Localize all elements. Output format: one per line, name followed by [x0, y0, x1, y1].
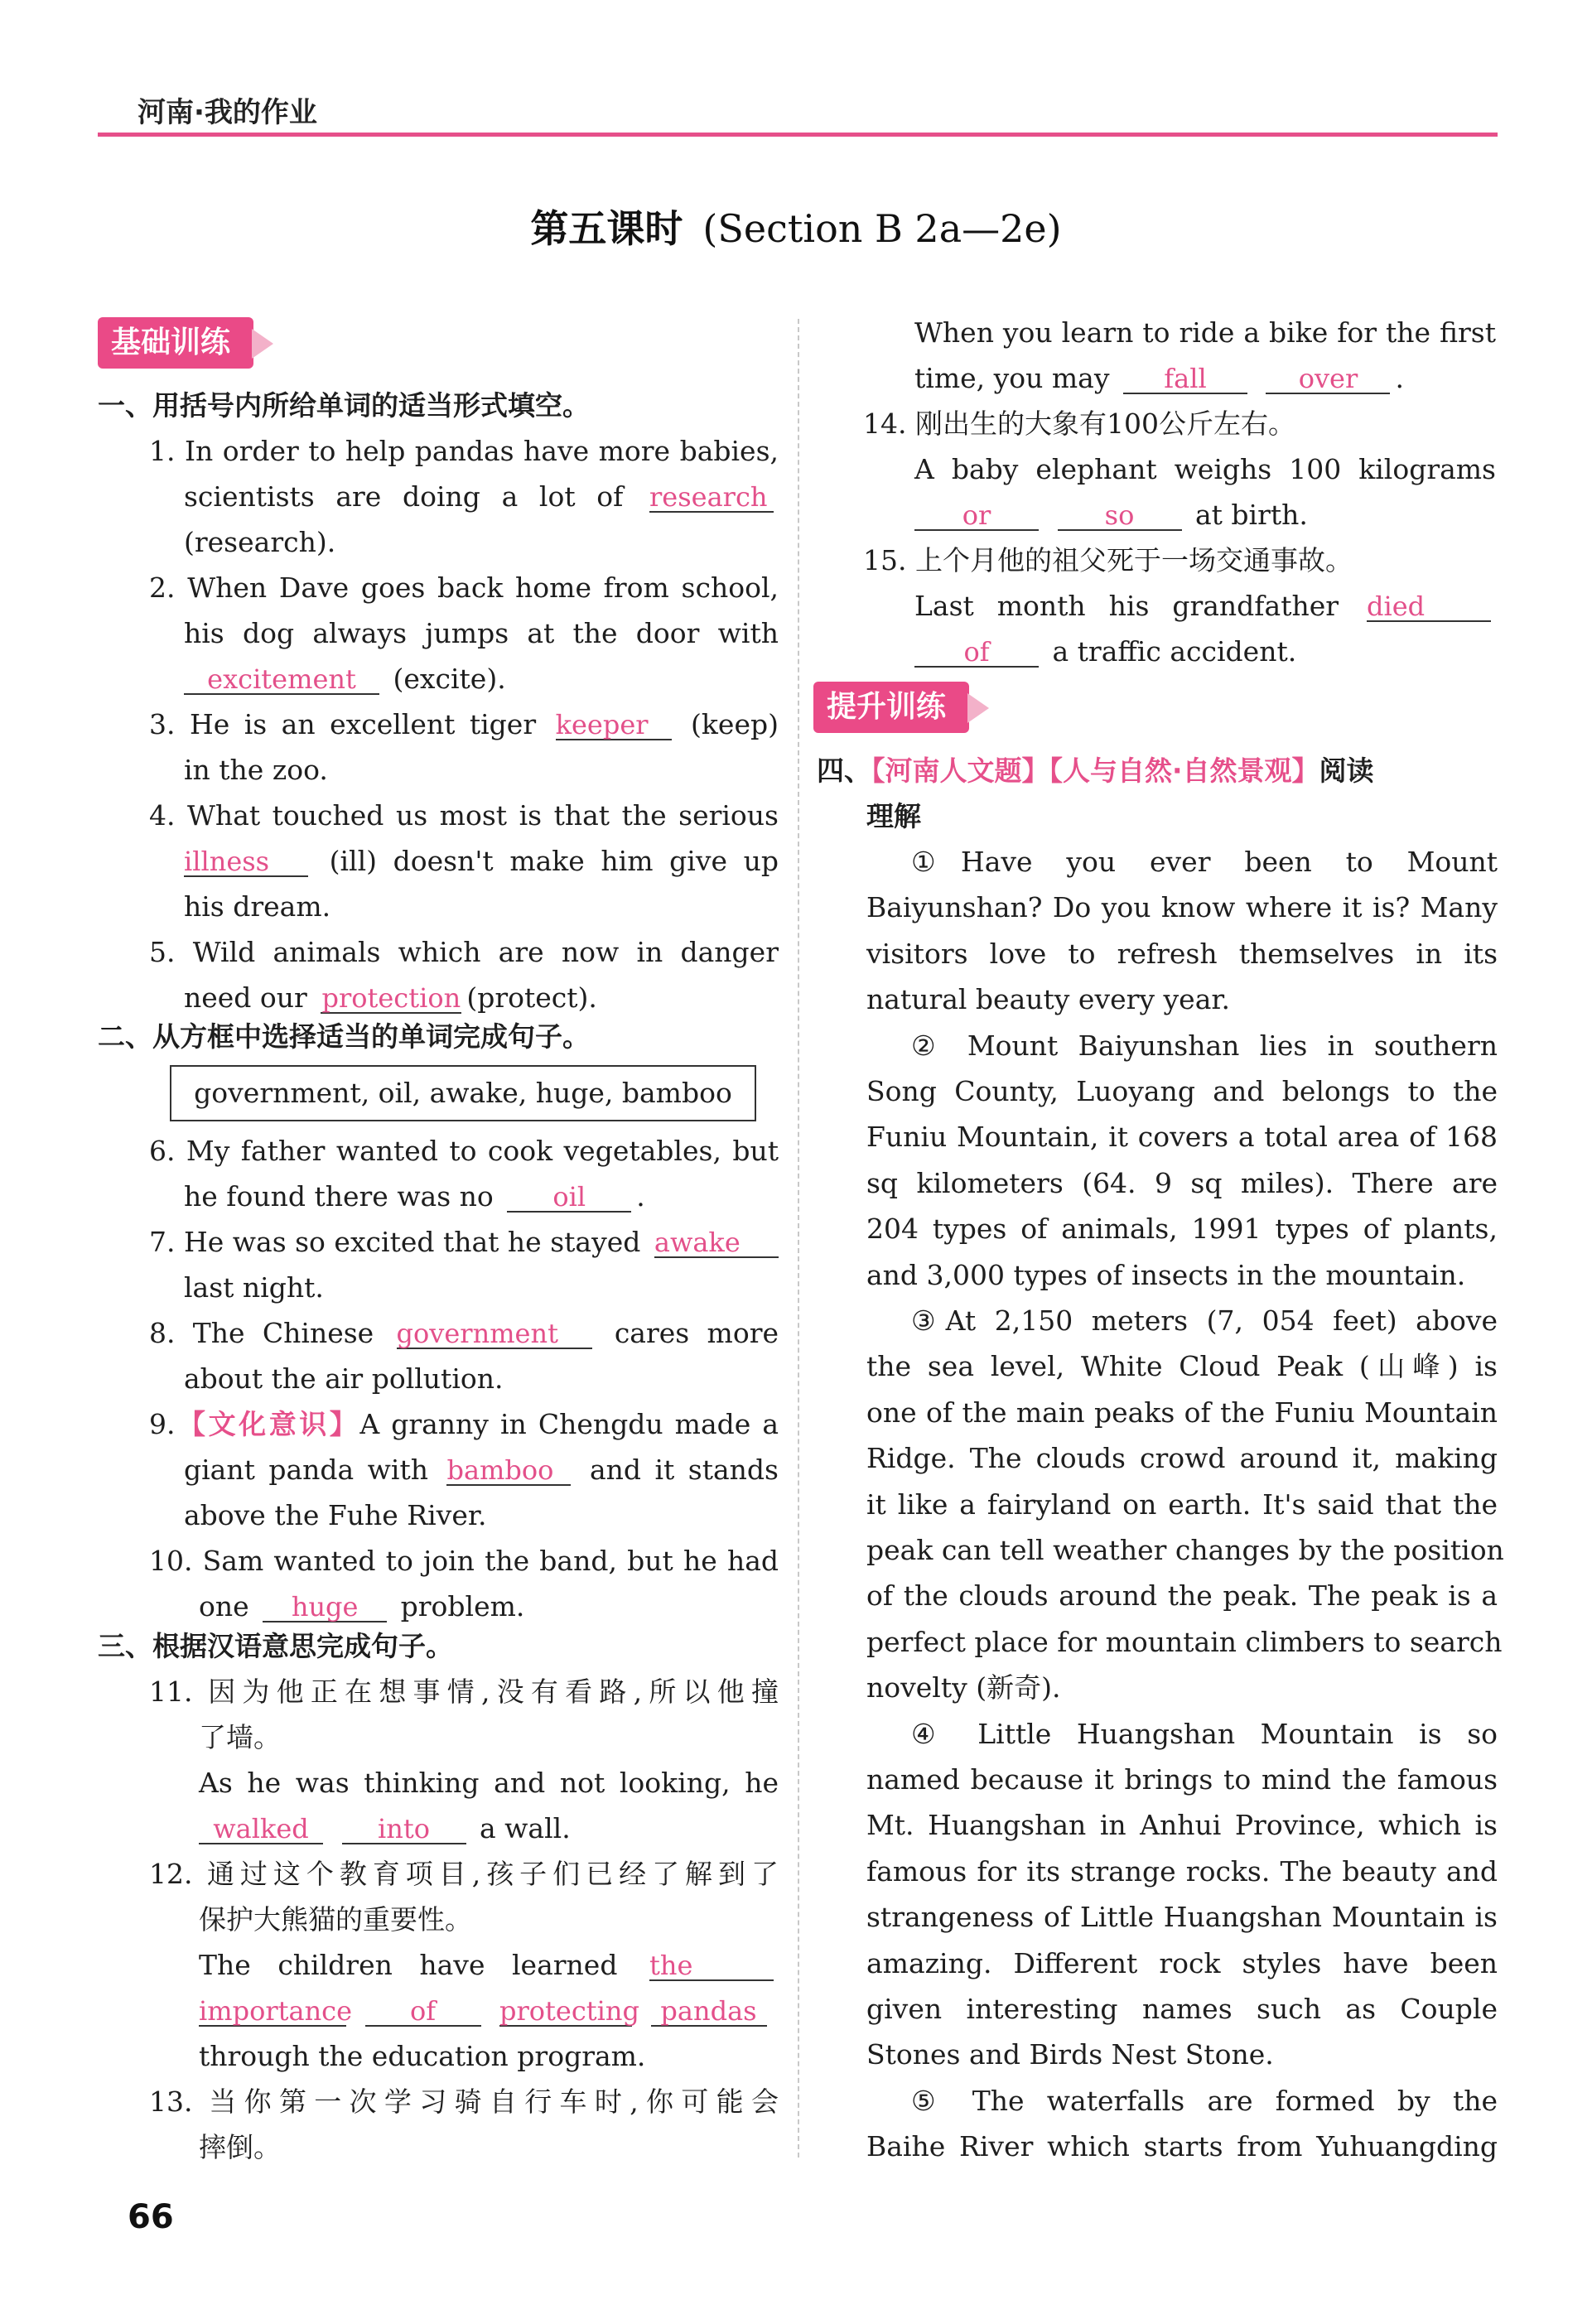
q5-answer: protection	[321, 982, 461, 1014]
q6-end: .	[636, 1180, 645, 1213]
q9-text-c: and it stands	[589, 1454, 779, 1486]
section-4-heading-line2: 理解	[866, 800, 921, 832]
q5-line1: 5. Wild animals which are now in danger	[149, 936, 779, 968]
q13-cn-line1: 13. 当你第一次学习骑自行车时,你可能会	[149, 2085, 779, 2118]
passage-p3-line-4: Ridge. The clouds crowd around it, making	[866, 1442, 1498, 1474]
q7-text: 7. He was so excited that he stayed	[149, 1226, 641, 1258]
passage-p4-line-8: Stones and Birds Nest Stone.	[866, 2038, 1274, 2071]
passage-p4-line-7: given interesting names such as Couple	[866, 1993, 1498, 2025]
q10-line2	[199, 1590, 524, 1623]
section-4-tag: 【河南人文题】【人与自然·自然景观】	[871, 755, 1319, 787]
q4-line1: 4. What touched us most is that the serious	[149, 799, 779, 832]
section-2-heading: 二、从方框中选择适当的单词完成句子。	[98, 1020, 590, 1053]
q8-text-b: cares more	[614, 1317, 779, 1349]
q13-text: time, you may	[914, 362, 1110, 394]
q3-hint: (keep)	[691, 708, 779, 740]
q3-line2: in the zoo.	[184, 754, 328, 786]
q4-hint: (ill) doesn't make him give up	[329, 845, 779, 877]
passage-p2-line-3: Funiu Mountain, it covers a total area of 168	[866, 1121, 1498, 1153]
passage-p3-line-8: perfect place for mountain climbers to search	[866, 1626, 1503, 1658]
q3-answer: keeper	[556, 711, 672, 740]
q11-text: a wall.	[480, 1812, 571, 1844]
q8-answer: government	[397, 1319, 592, 1349]
q12-answer-5: pandas	[651, 1997, 767, 2027]
passage-p2-line-6: and 3,000 types of insects in the mountain.	[866, 1259, 1466, 1291]
q3-line1	[149, 708, 779, 741]
q13-en-line1: When you learn to ride a bike for the first	[914, 316, 1496, 349]
q12-en-line3: through the education program.	[199, 2040, 646, 2072]
q11-cn-line1: 11. 因为他正在想事情,没有看路,所以他撞	[149, 1675, 779, 1708]
q6-line2	[184, 1180, 645, 1213]
q10-text-b: problem.	[400, 1590, 525, 1622]
q15-text-b: a traffic accident.	[1052, 635, 1297, 668]
q13-en-line2	[914, 362, 1404, 395]
q12-answer-2: importance	[199, 1995, 353, 2027]
column-divider	[798, 319, 799, 2158]
q8-line2: about the air pollution.	[184, 1362, 504, 1395]
passage-p3-line-9: novelty (新奇).	[866, 1671, 1061, 1704]
q5-text: need our	[184, 981, 307, 1014]
q7-line2: last night.	[184, 1271, 324, 1304]
q9-text: A granny in Chengdu made a	[359, 1408, 779, 1440]
q1-line3: (research).	[184, 526, 336, 558]
q10-text: one	[199, 1590, 249, 1622]
q2-line3	[179, 663, 506, 696]
q13-answer-2: over	[1266, 364, 1390, 394]
q10-line1: 10. Sam wanted to join the band, but he had	[149, 1545, 779, 1577]
passage-p5-line-1: ⑤ The waterfalls are formed by the	[911, 2085, 1498, 2117]
passage-p2-line-1: ② Mount Baiyunshan lies in southern	[911, 1029, 1498, 1062]
passage-p3-line-5: it like a fairyland on earth. It's said that the	[866, 1488, 1498, 1521]
q14-text: at birth.	[1195, 499, 1308, 531]
q4-answer: illness	[184, 847, 308, 877]
q7-answer: awake	[654, 1228, 779, 1258]
passage-p4-line-4: famous for its strange rocks. The beauty and	[866, 1855, 1498, 1888]
q9-text-b: giant panda with	[184, 1454, 428, 1486]
q11-answer-1: walked	[199, 1815, 323, 1844]
q8-line1	[149, 1317, 779, 1350]
q15-en-line2	[909, 635, 1296, 668]
passage-p1-line-1: ①Have you ever been to Mount	[911, 846, 1498, 878]
q12-text: The children have learned	[199, 1949, 618, 1981]
section-4-number: 四、	[817, 755, 871, 787]
passage-p2-line-5: 204 types of animals, 1991 types of plants,	[866, 1213, 1498, 1245]
q1-answer: research	[649, 483, 774, 513]
passage-p1-line-2: Baiyunshan? Do you know where it is? Many	[866, 891, 1498, 923]
badge-advanced-training: 提升训练	[813, 682, 969, 733]
q3-text: 3. He is an excellent tiger	[149, 708, 537, 740]
lesson-title-cn: 第五课时	[530, 206, 683, 251]
section-1-heading: 一、用括号内所给单词的适当形式填空。	[98, 389, 590, 422]
passage-p4-line-3: Mt. Huangshan in Anhui Province, which is	[866, 1809, 1498, 1841]
q6-line1: 6. My father wanted to cook vegetables, but	[149, 1135, 779, 1167]
q9-number: 9.	[149, 1408, 176, 1440]
q4-line3: his dream.	[184, 890, 331, 923]
running-header: 河南·我的作业	[137, 96, 317, 129]
q11-answer-2: into	[342, 1815, 466, 1844]
q8-text: 8. The Chinese	[149, 1317, 374, 1349]
q2-hint: (excite).	[393, 663, 506, 695]
passage-p3-line-7: of the clouds around the peak. The peak is a	[866, 1579, 1498, 1612]
passage-p3-line-2: the sea level, White Cloud Peak (山峰) is	[866, 1350, 1498, 1382]
q1-text: scientists are doing a lot of	[184, 480, 624, 513]
passage-p2-line-2: Song County, Luoyang and belongs to the	[866, 1075, 1498, 1107]
q9-line2	[184, 1454, 779, 1487]
passage-p3-line-6: peak can tell weather changes by the position	[866, 1534, 1504, 1566]
q2-line2: his dog always jumps at the door with	[184, 617, 779, 649]
section-4-title: 阅读	[1319, 755, 1374, 787]
q12-en-line2	[194, 1994, 772, 2027]
passage-p1-line-3: visitors love to refresh themselves in its	[866, 938, 1498, 970]
lesson-title	[0, 199, 1592, 253]
passage-p4-line-1: ④ Little Huangshan Mountain is so	[911, 1718, 1498, 1750]
q9-culture-tag: 【文化意识】	[175, 1408, 360, 1440]
q15-answer-1: died	[1367, 592, 1491, 622]
q14-en-line1: A baby elephant weighs 100 kilograms	[914, 453, 1496, 485]
passage-p2-line-4: sq kilometers (64. 9 sq miles). There are	[866, 1167, 1498, 1199]
passage-p4-line-2: named because it brings to mind the famous	[866, 1763, 1498, 1796]
q12-answer-4: protecting	[499, 1995, 639, 2027]
passage-p4-line-5: strangeness of Little Huangshan Mountain is	[866, 1901, 1498, 1933]
q2-answer: excitement	[184, 665, 379, 695]
passage-p3-line-3: one of the main peaks of the Funiu Mountain	[866, 1396, 1498, 1429]
q12-answer-1: the	[649, 1951, 774, 1981]
q14-cn-line: 14. 刚出生的大象有100公斤左右。	[863, 407, 1295, 440]
q13-cn-line2: 摔倒。	[199, 2131, 281, 2163]
q15-answer-2: of	[914, 638, 1039, 668]
q15-text: Last month his grandfather	[914, 590, 1339, 622]
section-3-heading: 三、根据汉语意思完成句子。	[98, 1630, 453, 1662]
word-bank-box: government, oil, awake, huge, bamboo	[170, 1065, 756, 1121]
q9-line1	[149, 1408, 779, 1441]
q11-en-line2	[194, 1812, 571, 1845]
q13-answer-1: fall	[1123, 364, 1247, 394]
q5-hint: (protect).	[466, 981, 597, 1014]
section-4-heading	[817, 755, 1374, 788]
q14-answer-1: or	[914, 501, 1039, 531]
q9-answer: bamboo	[446, 1456, 571, 1486]
q14-en-line2	[909, 499, 1308, 532]
q9-line3: above the Fuhe River.	[184, 1499, 487, 1531]
q15-en-line1	[914, 590, 1496, 623]
q11-cn-line2: 了墙。	[199, 1721, 281, 1753]
badge-basic-training: 基础训练	[98, 317, 253, 369]
q14-answer-2: so	[1058, 501, 1182, 531]
q2-line1: 2. When Dave goes back home from school,	[149, 571, 779, 604]
q15-cn-line: 15. 上个月他的祖父死于一场交通事故。	[863, 544, 1353, 576]
q1-line1: 1. In order to help pandas have more babies,	[149, 435, 779, 467]
q5-line2	[184, 981, 597, 1015]
page-number: 66	[128, 2198, 174, 2236]
passage-p5-line-2: Baihe River which starts from Yuhuangding	[866, 2130, 1498, 2162]
passage-p3-line-1: ③At 2,150 meters (7, 054 feet) above	[911, 1304, 1498, 1337]
q7-line1	[149, 1226, 779, 1259]
q12-en-line1	[199, 1949, 779, 1982]
q12-cn-line1: 12. 通过这个教育项目,孩子们已经了解到了	[149, 1858, 779, 1890]
q12-answer-3: of	[365, 1997, 481, 2027]
passage-p4-line-6: amazing. Different rock styles have been	[866, 1947, 1498, 1979]
header-rule	[98, 133, 1498, 137]
q4-line2	[179, 845, 779, 878]
q12-cn-line2: 保护大熊猫的重要性。	[199, 1903, 472, 1936]
q11-en-line1: As he was thinking and not looking, he	[199, 1767, 779, 1799]
q1-line2	[184, 480, 779, 513]
q10-answer: huge	[263, 1593, 387, 1622]
passage-p1-line-4: natural beauty every year.	[866, 983, 1231, 1015]
lesson-title-en: (Section B 2a—2e)	[702, 206, 1062, 251]
q13-end: .	[1395, 362, 1404, 394]
q6-answer: oil	[507, 1183, 631, 1213]
q6-text: he found there was no	[184, 1180, 494, 1213]
